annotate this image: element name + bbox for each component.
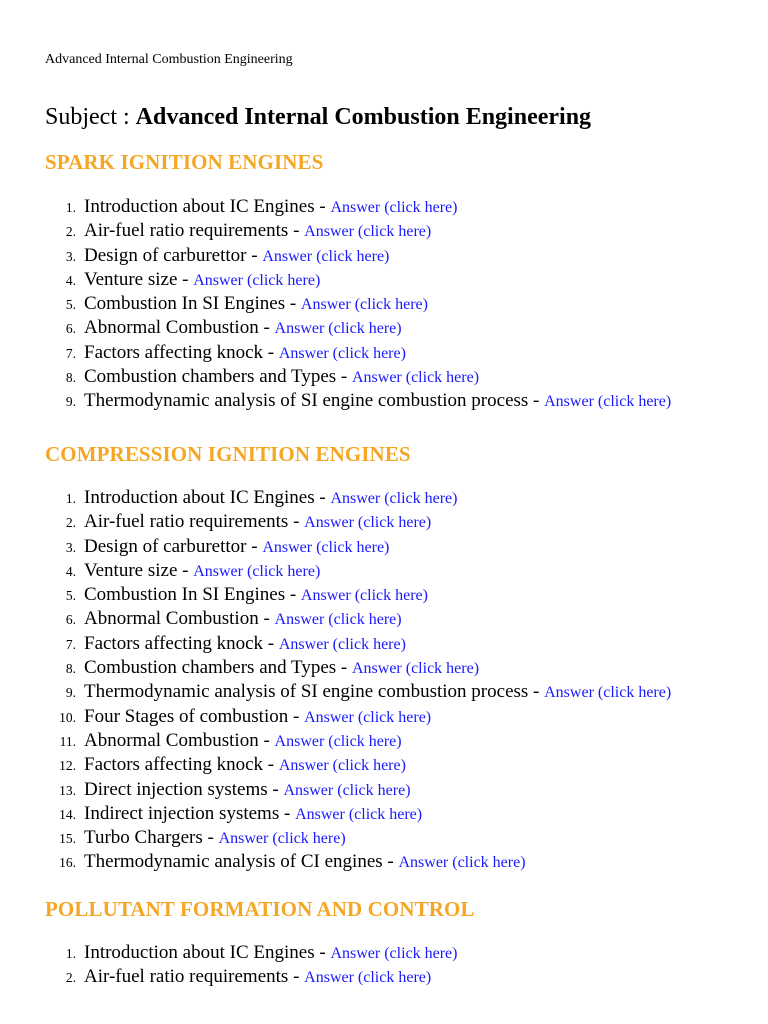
list-item xyxy=(0,632,768,656)
subject-prefix: Subject : xyxy=(45,104,136,130)
item-text: Air-fuel ratio requirements - xyxy=(84,511,300,533)
item-number: 9. xyxy=(65,394,76,410)
answer-link[interactable]: Answer (click here) xyxy=(262,247,390,265)
item-number: 3. xyxy=(65,248,76,264)
answer-link[interactable]: Answer (click here) xyxy=(304,969,432,987)
answer-link[interactable]: Answer (click here) xyxy=(278,757,406,775)
answer-link[interactable]: Answer (click here) xyxy=(274,732,402,750)
item-text: Thermodynamic analysis of SI engine combustion process - xyxy=(84,390,540,412)
list-item xyxy=(0,292,768,316)
item-text: Factors affecting knock - xyxy=(84,632,275,654)
item-number: 7. xyxy=(65,636,76,652)
list-item xyxy=(0,778,768,802)
list-item xyxy=(0,268,768,292)
item-text: Introduction about IC Engines - xyxy=(84,196,326,217)
answer-link[interactable]: Answer (click here) xyxy=(193,562,321,580)
item-number: 16. xyxy=(59,855,76,871)
list-item xyxy=(0,219,768,243)
item-number: 1. xyxy=(65,491,76,506)
item-text: Factors affecting knock - xyxy=(84,754,275,776)
subject-name: Advanced Internal Combustion Engineering xyxy=(135,104,592,130)
item-number: 6. xyxy=(65,321,76,337)
item-text: Thermodynamic analysis of SI engine combustion process - xyxy=(84,681,540,703)
item-number: 2. xyxy=(65,224,76,240)
item-number: 8. xyxy=(65,370,76,386)
list-item xyxy=(0,656,768,680)
item-text: Air-fuel ratio requirements - xyxy=(84,220,300,242)
section-title: SPARK IGNITION ENGINES xyxy=(45,150,324,174)
item-text: Combustion In SI Engines - xyxy=(84,293,297,315)
answer-link[interactable]: Answer (click here) xyxy=(278,344,406,362)
list-item xyxy=(0,244,768,268)
answer-link[interactable]: Answer (click here) xyxy=(193,271,321,289)
answer-link[interactable]: Answer (click here) xyxy=(544,684,672,702)
list-item xyxy=(0,195,768,219)
answer-link[interactable]: Answer (click here) xyxy=(300,587,428,605)
question-list xyxy=(0,195,768,414)
item-text: Turbo Chargers - xyxy=(84,827,214,849)
item-text: Direct injection systems - xyxy=(84,778,279,800)
item-number: 2. xyxy=(65,970,76,986)
item-number: 15. xyxy=(59,831,76,847)
item-number: 5. xyxy=(65,588,76,604)
list-item xyxy=(0,826,768,850)
answer-link[interactable]: Answer (click here) xyxy=(274,611,402,629)
list-item xyxy=(0,753,768,777)
section-title: COMPRESSION IGNITION ENGINES xyxy=(45,442,411,466)
item-text: Four Stages of combustion - xyxy=(84,705,300,727)
item-text: Design of carburettor - xyxy=(84,244,258,266)
question-list xyxy=(0,486,768,875)
item-number: 5. xyxy=(65,297,76,313)
question-list xyxy=(0,941,768,990)
item-text: Venture size - xyxy=(84,559,189,581)
item-number: 13. xyxy=(59,782,76,798)
answer-link[interactable]: Answer (click here) xyxy=(330,490,458,507)
item-text: Combustion chambers and Types - xyxy=(84,366,348,388)
list-item xyxy=(0,583,768,607)
item-number: 3. xyxy=(65,539,76,555)
list-item xyxy=(0,802,768,826)
item-text: Abnormal Combustion - xyxy=(84,608,270,630)
item-number: 12. xyxy=(59,758,76,774)
item-text: Factors affecting knock - xyxy=(84,341,275,363)
subject-line xyxy=(45,104,591,131)
item-number: 11. xyxy=(59,733,76,749)
answer-link[interactable]: Answer (click here) xyxy=(304,223,432,241)
item-number: 1. xyxy=(65,200,76,215)
item-number: 6. xyxy=(65,612,76,628)
list-item xyxy=(0,316,768,340)
item-text: Introduction about IC Engines - xyxy=(84,942,326,963)
answer-link[interactable]: Answer (click here) xyxy=(300,296,428,314)
item-text: Indirect injection systems - xyxy=(84,802,291,824)
list-item xyxy=(0,535,768,559)
item-text: Abnormal Combustion - xyxy=(84,317,270,339)
item-number: 2. xyxy=(65,515,76,531)
list-item xyxy=(0,510,768,534)
list-item xyxy=(0,365,768,389)
answer-link[interactable]: Answer (click here) xyxy=(295,805,423,823)
answer-link[interactable]: Answer (click here) xyxy=(351,369,480,387)
item-text: Venture size - xyxy=(84,268,189,290)
answer-link[interactable]: Answer (click here) xyxy=(544,393,672,411)
list-item xyxy=(0,341,768,365)
answer-link[interactable]: Answer (click here) xyxy=(304,708,432,726)
item-text: Introduction about IC Engines - xyxy=(84,487,326,508)
item-number: 4. xyxy=(65,563,76,579)
answer-link[interactable]: Answer (click here) xyxy=(278,635,406,653)
answer-link[interactable]: Answer (click here) xyxy=(218,830,346,848)
answer-link[interactable]: Answer (click here) xyxy=(304,514,432,532)
answer-link[interactable]: Answer (click here) xyxy=(262,538,390,556)
item-number: 1. xyxy=(65,946,76,961)
list-item xyxy=(0,729,768,753)
item-text: Air-fuel ratio requirements - xyxy=(84,966,300,988)
answer-link[interactable]: Answer (click here) xyxy=(398,854,526,872)
list-item xyxy=(0,389,768,413)
list-item xyxy=(0,941,768,965)
list-item xyxy=(0,850,768,874)
item-text: Abnormal Combustion - xyxy=(84,729,270,751)
list-item xyxy=(0,680,768,704)
list-item xyxy=(0,607,768,631)
answer-link[interactable]: Answer (click here) xyxy=(351,660,480,678)
item-number: 8. xyxy=(65,661,76,677)
list-item xyxy=(0,965,768,989)
page-header: Advanced Internal Combustion Engineering xyxy=(45,52,293,67)
answer-link[interactable]: Answer (click here) xyxy=(274,320,402,338)
list-item xyxy=(0,486,768,510)
answer-link[interactable]: Answer (click here) xyxy=(283,781,411,799)
item-text: Combustion In SI Engines - xyxy=(84,584,297,606)
item-number: 4. xyxy=(65,272,76,288)
item-text: Thermodynamic analysis of CI engines - xyxy=(84,851,394,873)
item-number: 14. xyxy=(59,806,76,822)
list-item xyxy=(0,705,768,729)
answer-link[interactable]: Answer (click here) xyxy=(330,945,458,962)
item-text: Design of carburettor - xyxy=(84,535,258,557)
item-number: 9. xyxy=(65,685,76,701)
section-title: POLLUTANT FORMATION AND CONTROL xyxy=(45,897,475,921)
answer-link[interactable]: Answer (click here) xyxy=(330,199,458,216)
list-item xyxy=(0,559,768,583)
item-text: Combustion chambers and Types - xyxy=(84,657,348,679)
item-number: 7. xyxy=(65,345,76,361)
item-number: 10. xyxy=(59,709,76,725)
